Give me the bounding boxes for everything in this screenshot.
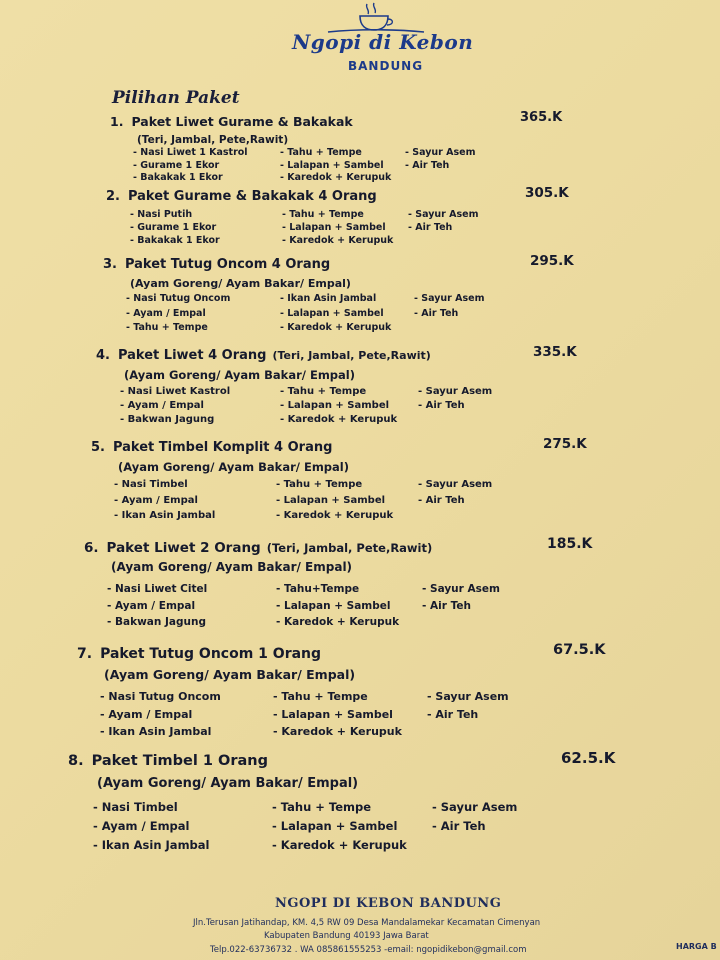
- package-item-line: - Tahu + Tempe: [280, 386, 367, 397]
- package-price: 185.K: [547, 536, 593, 552]
- package-items-column: [280, 385, 397, 427]
- package-title-note: (Teri, Jambal, Pete,Rawit): [266, 541, 433, 555]
- package-item-line: - Lalapan + Sambel: [272, 819, 398, 833]
- package-title: [68, 753, 268, 769]
- package-item-line: - Nasi Timbel: [93, 800, 178, 814]
- package-item-line: - Karedok + Kerupuk: [276, 510, 394, 521]
- package-item-line: - Karedok + Kerupuk: [273, 725, 402, 738]
- package-items-column: [422, 581, 500, 614]
- package-item-line: - Sayur Asem: [427, 690, 509, 703]
- package-title: [77, 646, 321, 662]
- package-item-line: - Karedok + Kerupuk: [276, 616, 400, 628]
- package-items-column: [405, 147, 476, 172]
- package-item-line: - Tahu + Tempe: [126, 322, 208, 333]
- package-item-line: - Bakwan Jagung: [120, 414, 215, 425]
- package-items-column: [126, 292, 230, 336]
- package-name: Paket Liwet 4 Orang: [117, 348, 267, 363]
- package-item-line: - Ayam / Empal: [93, 819, 190, 833]
- footer-address-line-1: Jln.Terusan Jatihandap, KM. 4,5 RW 09 Desa Mandalamekar Kecamatan Cimenyan: [193, 918, 541, 928]
- package-item-line: - Air Teh: [418, 400, 465, 411]
- package-items-column: [273, 688, 402, 741]
- package-items-column: [93, 798, 210, 855]
- package-item-line: - Gurame 1 Ekor: [133, 159, 220, 171]
- package-items-column: [280, 292, 391, 336]
- package-item-line: - Lalapan + Sambel: [276, 599, 391, 612]
- package-item-line: - Sayur Asem: [422, 583, 500, 595]
- package-number: 6.: [84, 540, 99, 556]
- package-item-line: - Karedok + Kerupuk: [272, 838, 407, 852]
- package-item-line: - Karedok + Kerupuk: [280, 172, 392, 183]
- package-name: Paket Liwet Gurame & Bakakak: [131, 114, 353, 129]
- footer-note: HARGA B: [676, 942, 717, 951]
- package-item-line: - Air Teh: [408, 222, 453, 233]
- package-item-line: - Nasi Liwet Kastrol: [120, 386, 231, 397]
- package-items-column: [100, 688, 221, 741]
- package-items-column: [427, 688, 509, 723]
- package-item-line: - Ayam / Empal: [126, 307, 206, 319]
- package-items-column: [130, 208, 220, 247]
- package-name: Paket Liwet 2 Orang: [106, 540, 261, 556]
- package-items-column: [120, 385, 230, 427]
- package-items-column: [114, 477, 215, 524]
- package-price: 365.K: [520, 110, 563, 125]
- package-subtitle: (Teri, Jambal, Pete,Rawit): [137, 134, 289, 146]
- package-item-line: - Lalapan + Sambel: [276, 494, 386, 506]
- package-title: [106, 189, 377, 204]
- package-item-line: - Lalapan + Sambel: [282, 222, 386, 233]
- package-item-line: - Gurame 1 Ekor: [130, 222, 217, 233]
- footer-business-name: NGOPI DI KEBON BANDUNG: [275, 896, 502, 911]
- package-items-column: [414, 292, 485, 321]
- package-item-line: - Nasi Putih: [130, 209, 193, 220]
- package-subtitle: (Ayam Goreng/ Ayam Bakar/ Empal): [97, 776, 359, 791]
- package-subtitle: (Ayam Goreng/ Ayam Bakar/ Empal): [124, 368, 355, 382]
- package-title-note: (Teri, Jambal, Pete,Rawit): [272, 349, 431, 362]
- package-item-line: - Lalapan + Sambel: [280, 400, 390, 411]
- package-subtitle: (Ayam Goreng/ Ayam Bakar/ Empal): [130, 277, 351, 290]
- package-items-column: [276, 477, 393, 524]
- package-title: [84, 540, 432, 556]
- package-price: 305.K: [525, 185, 569, 201]
- package-item-line: - Air Teh: [422, 599, 471, 612]
- package-item-line: - Nasi Liwet 1 Kastrol: [133, 147, 248, 158]
- package-title: [110, 114, 353, 129]
- package-item-line: - Karedok + Kerupuk: [282, 235, 394, 246]
- package-item-line: - Nasi Tutug Oncom: [100, 690, 221, 703]
- package-item-line: - Lalapan + Sambel: [280, 307, 384, 319]
- package-subtitle: (Ayam Goreng/ Ayam Bakar/ Empal): [118, 460, 349, 474]
- package-price: 67.5.K: [553, 642, 606, 658]
- package-item-line: - Ayam / Empal: [114, 494, 198, 506]
- package-title: [91, 440, 332, 455]
- package-item-line: - Nasi Timbel: [114, 479, 188, 490]
- package-name: Paket Tutug Oncom 1 Orang: [100, 646, 322, 662]
- package-number: 7.: [77, 646, 93, 662]
- package-item-line: - Ikan Asin Jambal: [114, 510, 216, 521]
- package-item-line: - Karedok + Kerupuk: [280, 414, 398, 425]
- package-price: 295.K: [530, 253, 574, 269]
- package-item-line: - Bakakak 1 Ekor: [133, 172, 223, 183]
- package-items-column: [408, 208, 479, 234]
- package-item-line: - Sayur Asem: [414, 293, 485, 304]
- package-number: 2.: [106, 189, 120, 204]
- package-items-column: [418, 477, 492, 508]
- package-number: 3.: [103, 257, 117, 272]
- package-title: [103, 257, 330, 272]
- package-item-line: - Lalapan + Sambel: [280, 159, 384, 171]
- package-item-line: - Bakakak 1 Ekor: [130, 235, 220, 246]
- package-item-line: - Air Teh: [414, 307, 459, 319]
- package-name: Paket Timbel Komplit 4 Orang: [112, 440, 333, 455]
- package-item-line: - Karedok + Kerupuk: [280, 322, 392, 333]
- package-items-column: [133, 147, 248, 185]
- package-title: [96, 348, 431, 363]
- package-item-line: - Ikan Asin Jambal: [100, 725, 212, 738]
- package-price: 275.K: [543, 436, 587, 452]
- section-title: Pilihan Paket: [112, 88, 240, 108]
- header: [0, 0, 720, 80]
- package-items-column: [432, 798, 517, 836]
- package-item-line: - Air Teh: [427, 707, 479, 721]
- package-items-column: [272, 798, 407, 855]
- package-item-line: - Ayam / Empal: [107, 599, 196, 612]
- package-items-column: [107, 581, 207, 631]
- package-item-line: - Ayam / Empal: [100, 707, 193, 721]
- package-item-line: - Sayur Asem: [418, 479, 493, 490]
- package-items-column: [280, 147, 391, 185]
- package-item-line: - Sayur Asem: [408, 209, 479, 220]
- package-item-line: - Lalapan + Sambel: [273, 707, 393, 721]
- package-item-line: - Air Teh: [405, 159, 450, 171]
- package-item-line: - Air Teh: [418, 494, 465, 506]
- package-items-column: [276, 581, 399, 631]
- package-items-column: [418, 385, 492, 413]
- package-item-line: - Bakwan Jagung: [107, 616, 206, 628]
- package-item-line: - Tahu + Tempe: [282, 209, 364, 220]
- package-item-line: - Sayur Asem: [432, 800, 518, 814]
- package-subtitle: (Ayam Goreng/ Ayam Bakar/ Empal): [104, 667, 356, 682]
- package-number: 4.: [96, 348, 110, 363]
- package-item-line: - Ikan Asin Jambal: [93, 838, 210, 852]
- brand-city: BANDUNG: [348, 59, 424, 73]
- package-item-line: - Sayur Asem: [418, 386, 493, 397]
- package-items-column: [282, 208, 393, 247]
- package-number: 8.: [68, 753, 84, 769]
- package-item-line: - Tahu + Tempe: [280, 147, 362, 158]
- package-item-line: - Air Teh: [432, 819, 486, 833]
- footer: [0, 890, 720, 960]
- package-name: Paket Tutug Oncom 4 Orang: [124, 257, 331, 272]
- package-name: Paket Gurame & Bakakak 4 Orang: [127, 189, 377, 204]
- package-price: 62.5.K: [561, 749, 616, 767]
- package-item-line: - Tahu+Tempe: [276, 583, 360, 595]
- package-item-line: - Tahu + Tempe: [276, 479, 363, 490]
- brand-name: Ngopi di Kebon: [292, 30, 474, 54]
- package-item-line: - Ayam / Empal: [120, 400, 204, 411]
- package-price: 335.K: [533, 344, 577, 360]
- package-item-line: - Sayur Asem: [405, 147, 476, 158]
- footer-address-line-2: Kabupaten Bandung 40193 Jawa Barat: [264, 931, 429, 941]
- package-item-line: - Ikan Asin Jambal: [280, 293, 377, 304]
- package-item-line: - Tahu + Tempe: [272, 800, 372, 814]
- package-number: 5.: [91, 440, 105, 455]
- footer-contact: Telp.022-63736732 . WA 085861555253 -email: ngopidikebon@gmail.com: [210, 945, 527, 955]
- package-item-line: - Nasi Liwet Citel: [107, 583, 208, 595]
- package-item-line: - Tahu + Tempe: [273, 690, 368, 703]
- package-number: 1.: [110, 114, 124, 129]
- package-name: Paket Timbel 1 Orang: [91, 753, 269, 769]
- package-item-line: - Nasi Tutug Oncom: [126, 293, 231, 304]
- package-subtitle: (Ayam Goreng/ Ayam Bakar/ Empal): [111, 560, 353, 574]
